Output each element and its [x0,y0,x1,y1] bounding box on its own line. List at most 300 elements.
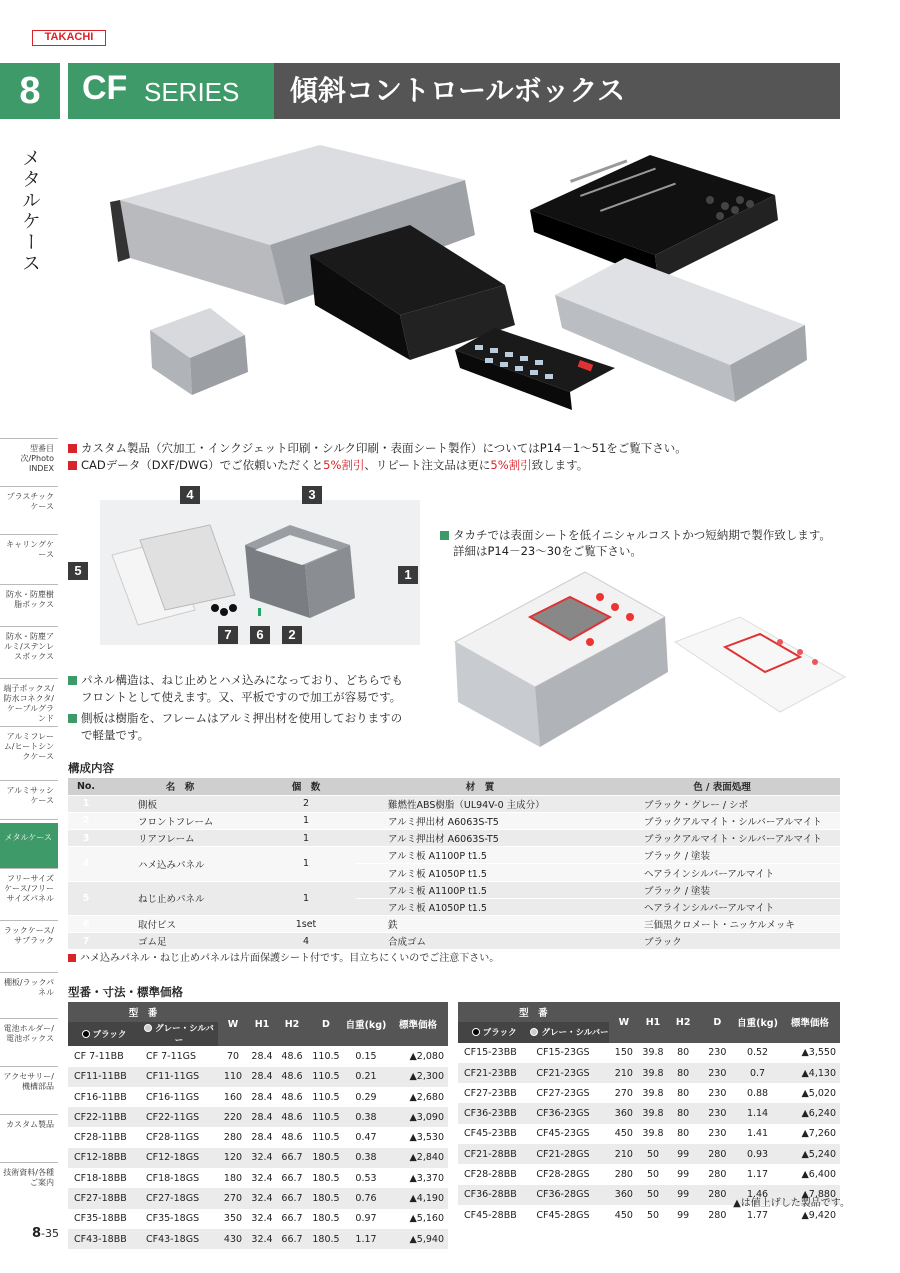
table-cell: 32.4 [248,1168,276,1188]
table-cell: 80 [667,1063,699,1083]
table-cell: ▲3,370 [388,1168,448,1188]
table-cell: 28.4 [248,1087,276,1107]
table-cell: 39.8 [639,1103,667,1123]
table-cell: CF27-18BB [68,1188,140,1208]
table-cell: 110.5 [308,1127,344,1147]
table-row [68,1148,448,1168]
table-cell: 280 [699,1164,735,1184]
table-cell: 110.5 [308,1067,344,1087]
composition-header: No. [68,778,104,795]
table-cell: 66.7 [276,1188,308,1208]
table-cell: CF18-18BB [68,1168,140,1188]
row-no: 7 [68,933,104,950]
table-cell: ▲3,090 [388,1107,448,1127]
table-cell: 66.7 [276,1168,308,1188]
table-cell: 280 [699,1205,735,1225]
table-cell: CF28-28BB [458,1164,530,1184]
pricing-title: 型番・寸法・標準価格 [68,985,183,999]
row-qty: 4 [256,933,356,950]
col-header: 自重(kg) [735,1002,779,1043]
table-cell: 70 [218,1046,248,1066]
row-material: 難燃性ABS樹脂（UL94V-0 主成分） [356,795,604,812]
table-row [68,1127,448,1147]
table-cell: 99 [667,1185,699,1205]
table-cell: 80 [667,1043,699,1063]
table-cell: ▲3,550 [780,1043,840,1063]
table-row [458,1063,840,1083]
table-cell: CF27-23GS [530,1083,608,1103]
composition-header: 名 称 [104,778,256,795]
table-row [68,1067,448,1087]
composition-footnote: ハメ込みパネル・ねじ止めパネルは片面保護シート付です。目立ちにくいのでご注意下さい。 [68,951,848,967]
table-cell: CF45-28GS [530,1205,608,1225]
table-cell: 48.6 [276,1067,308,1087]
row-color: ブラック・グレー / シボ [604,795,840,812]
table-row [68,847,840,864]
table-cell: 0.38 [344,1148,388,1168]
row-material: アルミ板 A1100P t1.5 [356,847,604,864]
row-qty: 1 [256,847,356,881]
col-header: 標準価格 [780,1002,840,1043]
row-color: ブラック [604,933,840,950]
sidebar-divider [0,626,58,627]
sidebar-divider [0,1114,58,1115]
composition-table [68,778,840,950]
sidebar-divider [0,584,58,585]
table-cell: CF12-18GS [140,1148,218,1168]
table-row [68,812,840,829]
black-dot-icon [472,1028,480,1036]
table-cell: 110.5 [308,1046,344,1066]
sidebar-item[interactable]: 端子ボックス/防水コネクタ/ケーブルグランド [3,684,54,723]
price-table-right [458,1002,840,1225]
table-cell: 32.4 [248,1148,276,1168]
table-cell: 110.5 [308,1107,344,1127]
table-cell: 50 [639,1205,667,1225]
sidebar-item-label: メタルケース [4,833,52,842]
table-row [68,933,840,950]
table-cell: 66.7 [276,1209,308,1229]
note-side-1: 側板は樹脂を、フレームはアルミ押出材を使用しておりますの [68,710,438,726]
table-cell: 230 [699,1124,735,1144]
part-label-2: 2 [282,626,302,644]
table-cell: CF45-23BB [458,1124,530,1144]
table-cell: ▲2,680 [388,1087,448,1107]
table-cell: ▲9,420 [780,1205,840,1225]
sidebar-divider [0,868,58,869]
part-label-6: 6 [250,626,270,644]
col-header: H1 [639,1002,667,1043]
series-label: SERIES [144,77,240,107]
row-color: ヘアラインシルバーアルマイト [604,864,840,881]
table-cell: CF35-18BB [68,1209,140,1229]
col-header-model: 型 番 [68,1002,218,1022]
sidebar-divider [0,438,58,439]
table-cell: CF43-18BB [68,1229,140,1249]
black-dot-icon [82,1030,90,1038]
table-cell: ▲5,160 [388,1209,448,1229]
row-material: アルミ押出材 A6063S-T5 [356,830,604,847]
table-cell: 0.38 [344,1107,388,1127]
col-header: W [609,1002,639,1043]
table-cell: CF36-23GS [530,1103,608,1123]
sidebar-item[interactable]: 棚板/ラックパネル [3,978,54,997]
note-panel-2: フロントとして使えます。又、平板ですので加工が容易です。 [81,690,402,704]
row-qty: 1set [256,916,356,933]
table-cell: ▲7,880 [780,1185,840,1205]
table-cell: 180.5 [308,1168,344,1188]
row-material: 合成ゴム [356,933,604,950]
exploded-parts-photo [100,500,420,645]
composition-header: 色 / 表面処理 [604,778,840,795]
table-cell: 1.17 [735,1164,779,1184]
row-color: ブラックアルマイト・シルバーアルマイト [604,830,840,847]
panel-sheet-photo [440,562,860,757]
table-cell: ▲7,260 [780,1124,840,1144]
col-header: H1 [248,1002,276,1046]
table-cell: CF 7-11BB [68,1046,140,1066]
table-cell: CF21-23BB [458,1063,530,1083]
series-header [68,63,274,119]
table-cell: 430 [218,1229,248,1249]
table-cell: ▲3,530 [388,1127,448,1147]
table-cell: 66.7 [276,1229,308,1249]
table-cell: 1.41 [735,1124,779,1144]
table-cell: 48.6 [276,1127,308,1147]
table-cell: CF35-18GS [140,1209,218,1229]
note-sheet: タカチでは表面シートを低イニシャルコストかつ短納期で製作致します。 [440,527,860,543]
page-number: 8-35 [32,1226,60,1241]
table-cell: ▲4,190 [388,1188,448,1208]
table-cell: 39.8 [639,1124,667,1144]
table-cell: CF36-28BB [458,1185,530,1205]
table-cell: 0.7 [735,1063,779,1083]
table-row [68,1229,448,1249]
table-cell: 180.5 [308,1188,344,1208]
table-cell: CF16-11BB [68,1087,140,1107]
sidebar-divider [0,726,58,727]
row-material: アルミ板 A1050P t1.5 [356,898,604,915]
table-cell: 28.4 [248,1127,276,1147]
table-cell: CF21-28BB [458,1144,530,1164]
table-cell: 99 [667,1144,699,1164]
table-cell: ▲2,300 [388,1067,448,1087]
table-cell: 0.53 [344,1168,388,1188]
table-cell: 66.7 [276,1148,308,1168]
table-cell: 220 [218,1107,248,1127]
row-color: ヘアラインシルバーアルマイト [604,898,840,915]
sidebar-divider [0,819,58,820]
table-cell: CF27-23BB [458,1083,530,1103]
table-row [68,1168,448,1188]
table-cell: 1.14 [735,1103,779,1123]
table-cell: 0.29 [344,1087,388,1107]
sidebar-item[interactable]: 技術資料/各種ご案内 [3,1168,54,1187]
sidebar-divider [0,920,58,921]
table-cell: 210 [609,1063,639,1083]
table-cell: 180.5 [308,1229,344,1249]
table-cell: 48.6 [276,1107,308,1127]
product-photo-top [110,140,810,415]
table-cell: 28.4 [248,1046,276,1066]
table-cell: 280 [699,1185,735,1205]
row-name: フロントフレーム [104,812,256,829]
table-cell: 160 [218,1087,248,1107]
col-header: H2 [276,1002,308,1046]
table-cell: ▲2,840 [388,1148,448,1168]
table-cell: CF43-18GS [140,1229,218,1249]
sidebar-divider [0,972,58,973]
silver-dot-icon [530,1028,538,1036]
table-cell: 0.88 [735,1083,779,1103]
table-row [458,1124,840,1144]
table-cell: CF15-23GS [530,1043,608,1063]
table-cell: ▲4,130 [780,1063,840,1083]
table-row [68,1087,448,1107]
sidebar-item[interactable]: 防水・防塵樹脂ボックス [6,590,54,609]
col-header: D [699,1002,735,1043]
table-cell: CF36-23BB [458,1103,530,1123]
row-color: ブラック / 塗装 [604,881,840,898]
row-name: ゴム足 [104,933,256,950]
sidebar-item[interactable]: 型番目次/Photo INDEX [20,444,54,473]
part-label-4: 4 [180,486,200,504]
silver-dot-icon [144,1024,152,1032]
col-header: D [308,1002,344,1046]
table-cell: CF36-28GS [530,1185,608,1205]
table-cell: 28.4 [248,1067,276,1087]
table-cell: CF21-23GS [530,1063,608,1083]
pricing-footnote: ▲は値上げした製品です。 [733,1198,850,1209]
table-cell: 48.6 [276,1046,308,1066]
sidebar-item[interactable]: フリーサイズケース/フリーサイズパネル [4,874,54,903]
col-header-model: 型 番 [458,1002,609,1022]
table-cell: CF18-18GS [140,1168,218,1188]
table-cell: 180.5 [308,1148,344,1168]
table-cell: 39.8 [639,1063,667,1083]
row-name: ねじ止めパネル [104,881,256,915]
sidebar-item[interactable]: ラックケース/サブラック [3,926,54,945]
table-row [68,795,840,812]
table-cell: CF11-11GS [140,1067,218,1087]
row-qty: 1 [256,812,356,829]
table-cell: ▲5,240 [780,1144,840,1164]
series-cf: CF [82,69,128,107]
row-material: アルミ押出材 A6063S-T5 [356,812,604,829]
part-label-3: 3 [302,486,322,504]
table-row [68,916,840,933]
table-cell: 0.21 [344,1067,388,1087]
table-cell: ▲6,240 [780,1103,840,1123]
table-cell: 0.93 [735,1144,779,1164]
row-name: ハメ込みパネル [104,847,256,881]
table-cell: 48.6 [276,1087,308,1107]
table-cell: CF28-28GS [530,1164,608,1184]
sidebar-item-active[interactable] [0,823,58,869]
chapter-number: 8 [0,63,60,119]
sidebar-divider [0,678,58,679]
note-panel-1: パネル構造は、ねじ止めとハメ込みになっており、どちらでも [68,672,438,688]
table-cell: 1.46 [735,1185,779,1205]
table-cell: 350 [218,1209,248,1229]
table-row [458,1043,840,1063]
composition-header: 個 数 [256,778,356,795]
table-cell: 0.15 [344,1046,388,1066]
table-cell: 28.4 [248,1107,276,1127]
part-label-5: 5 [68,562,88,580]
sidebar-divider [0,780,58,781]
row-no: 5 [68,881,104,915]
table-cell: 450 [609,1124,639,1144]
table-cell: 50 [639,1185,667,1205]
note-cad: CADデータ（DXF/DWG）でご依頼いただくと5%割引、リピート注文品は更に5%割引致します。 [68,457,848,473]
sidebar-item[interactable]: カスタム製品 [6,1120,54,1129]
table-cell: 280 [218,1127,248,1147]
row-no: 4 [68,847,104,881]
row-name: 取付ビス [104,916,256,933]
note-custom: カスタム製品（穴加工・インクジェット印刷・シルク印刷・表面シート製作）についてはP14－1～51をご覧下さい。 [68,440,848,456]
table-cell: 32.4 [248,1229,276,1249]
table-cell: 0.76 [344,1188,388,1208]
table-row [68,881,840,898]
col-header-black: ブラック [458,1022,530,1042]
table-cell: 80 [667,1083,699,1103]
table-cell: 280 [699,1144,735,1164]
table-cell: CF11-11BB [68,1067,140,1087]
table-cell: 230 [699,1083,735,1103]
sidebar-divider [0,1162,58,1163]
sidebar-item[interactable]: プラスチックケース [6,492,54,511]
table-cell: 450 [609,1205,639,1225]
row-color: ブラック / 塗装 [604,847,840,864]
table-cell: 110.5 [308,1087,344,1107]
table-row [458,1144,840,1164]
table-cell: 50 [639,1144,667,1164]
table-cell: 230 [699,1103,735,1123]
col-header-silver: グレー・シルバー [140,1022,218,1046]
table-cell: 99 [667,1205,699,1225]
row-qty: 1 [256,830,356,847]
table-cell: CF22-11BB [68,1107,140,1127]
table-cell: CF16-11GS [140,1087,218,1107]
table-row [458,1103,840,1123]
price-table-left [68,1002,448,1249]
col-header: 自重(kg) [344,1002,388,1046]
row-qty: 1 [256,881,356,915]
table-cell: 180 [218,1168,248,1188]
table-cell: 1.77 [735,1205,779,1225]
sidebar-item[interactable]: 防水・防塵アルミ/ステンレスボックス [4,632,54,661]
table-cell: 32.4 [248,1188,276,1208]
sidebar-divider [0,534,58,535]
table-cell: ▲6,400 [780,1164,840,1184]
table-row [68,1209,448,1229]
brand-logo: TAKACHI [32,30,106,46]
table-cell: 150 [609,1043,639,1063]
table-row [458,1083,840,1103]
table-cell: 0.97 [344,1209,388,1229]
table-cell: 50 [639,1164,667,1184]
table-cell: 0.52 [735,1043,779,1063]
table-cell: 110 [218,1067,248,1087]
col-header-black: ブラック [68,1022,140,1046]
page-title: 傾斜コントロールボックス [274,63,840,119]
table-cell: CF28-11GS [140,1127,218,1147]
table-cell: 1.17 [344,1229,388,1249]
table-cell: 360 [609,1103,639,1123]
table-cell: CF45-23GS [530,1124,608,1144]
sidebar-item[interactable]: アクセサリー/機構部品 [3,1072,54,1091]
sidebar-item[interactable]: アルミフレーム/ヒートシンクケース [3,732,54,761]
composition-header: 材 質 [356,778,604,795]
row-qty: 2 [256,795,356,812]
row-no: 1 [68,795,104,812]
sidebar-item[interactable]: 電池ホルダー/電池ボックス [3,1024,54,1043]
table-cell: CF27-18GS [140,1188,218,1208]
table-cell: 230 [699,1063,735,1083]
row-material: アルミ板 A1050P t1.5 [356,864,604,881]
table-cell: 39.8 [639,1043,667,1063]
table-cell: 80 [667,1124,699,1144]
composition-title: 構成内容 [68,761,114,775]
table-row [68,830,840,847]
col-header: W [218,1002,248,1046]
sidebar-item[interactable]: アルミサッシケース [6,786,54,805]
table-cell: 270 [218,1188,248,1208]
sidebar-divider [0,486,58,487]
chapter-vertical-label: メタルケース [19,148,41,274]
table-cell: 210 [609,1144,639,1164]
table-cell: ▲5,940 [388,1229,448,1249]
row-name: リアフレーム [104,830,256,847]
col-header: 標準価格 [388,1002,448,1046]
table-cell: 230 [699,1043,735,1063]
sidebar-divider [0,1066,58,1067]
col-header-silver: グレー・シルバー [530,1022,608,1042]
table-cell: 120 [218,1148,248,1168]
col-header: H2 [667,1002,699,1043]
table-cell: CF 7-11GS [140,1046,218,1066]
row-no: 6 [68,916,104,933]
table-cell: ▲2,080 [388,1046,448,1066]
table-cell: 280 [609,1164,639,1184]
table-cell: CF22-11GS [140,1107,218,1127]
sidebar-item[interactable]: キャリングケース [6,540,54,559]
note-side-2: で軽量です。 [81,728,150,742]
row-color: 三価黒クロメート・ニッケルメッキ [604,916,840,933]
part-label-7: 7 [218,626,238,644]
table-cell: 32.4 [248,1209,276,1229]
table-cell: 99 [667,1164,699,1184]
table-cell: 39.8 [639,1083,667,1103]
row-material: アルミ板 A1100P t1.5 [356,881,604,898]
row-no: 3 [68,830,104,847]
table-row [68,1188,448,1208]
table-cell: 180.5 [308,1209,344,1229]
row-no: 2 [68,812,104,829]
table-cell: 80 [667,1103,699,1123]
row-material: 鉄 [356,916,604,933]
table-row [68,1046,448,1066]
table-cell: CF15-23BB [458,1043,530,1063]
table-cell: ▲5,020 [780,1083,840,1103]
table-cell: CF12-18BB [68,1148,140,1168]
row-color: ブラックアルマイト・シルバーアルマイト [604,812,840,829]
table-cell: 0.47 [344,1127,388,1147]
part-label-1: 1 [398,566,418,584]
sidebar-divider [0,1018,58,1019]
table-row [458,1164,840,1184]
